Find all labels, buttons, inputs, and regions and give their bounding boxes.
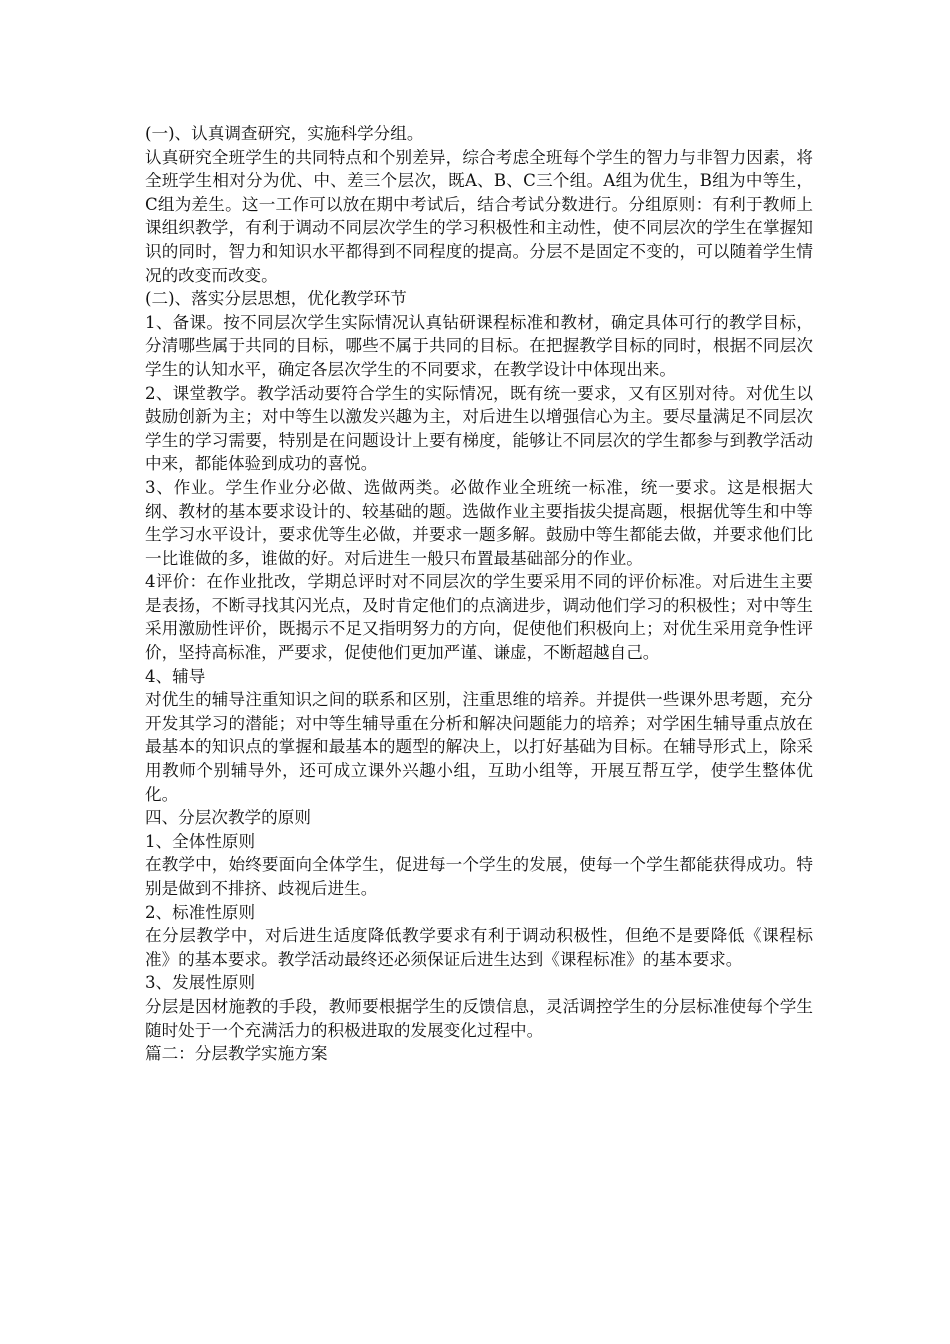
paragraph-grouping: 认真研究全班学生的共同特点和个别差异，综合考虑全班每个学生的智力与非智力因素，将全班学生相对分为优、中、差三个层次，既A、B、C三个组。A组为优生，B组为中等生，C组为差生。这一工作可以放在期中考试后，结合考试分数进行。分组原则：有利于教师上课组织教学，有利于调动不同层次学生的学习积极性和主动性，使不同层次的学生在掌握知识的同时，智力和知识水平都得到不同程度的提高。分层不是固定不变的，可以随着学生情况的改变而改变。 (145, 147, 813, 285)
paragraph-lesson-prep: 1、备课。按不同层次学生实际情况认真钻研课程标准和教材，确定具体可行的教学目标，分清哪些属于共同的目标，哪些不属于共同的目标。在把握教学目标的同时，根据不同层次学生的认知水平，确定各层次学生的不同要求，在教学设计中体现出来。 (145, 312, 813, 379)
paragraph-homework: 3、作业。学生作业分必做、选做两类。必做作业全班统一标准，统一要求。这是根据大纲、教材的基本要求设计的、较基础的题。选做作业主要指拔尖提高题，根据优等生和中等生学习水平设计，要求优等生必做，并要求一题多解。鼓励中等生都能去做，并要求他们比一比谁做的多，谁做的好。对后进生一般只布置最基础部分的作业。 (145, 477, 813, 568)
subheading-principle-2: 2、标准性原则 (145, 902, 256, 922)
subheading-principle-3: 3、发展性原则 (145, 973, 256, 993)
paragraph-evaluation: 4评价：在作业批改，学期总评时对不同层次的学生要采用不同的评价标准。对后进生主要是表扬，不断寻找其闪光点，及时肯定他们的点滴进步，调动他们学习的积极性；对中等生采用激励性评价，既揭示不足又指明努力的方向，促使他们积极向上；对优生采用竞争性评价，坚持高标准，严要求，促使他们更加严谨、谦虚，不断超越自己。 (145, 572, 813, 663)
article-two-heading: 篇二：分层教学实施方案 (145, 1044, 328, 1064)
paragraph-principle-3: 分层是因材施教的手段，教师要根据学生的反馈信息，灵活调控学生的分层标准使每个学生随时处于一个充满活力的积极进取的发展变化过程中。 (145, 996, 813, 1040)
paragraph-principle-1: 在教学中，始终要面向全体学生，促进每一个学生的发展，使每一个学生都能获得成功。特别是做到不排挤、歧视后进生。 (145, 855, 813, 898)
paragraph-principle-2: 在分层教学中，对后进生适度降低教学要求有利于调动积极性，但绝不是要降低《课程标准》的基本要求。教学活动最终还必须保证后进生达到《课程标准》的基本要求。 (145, 926, 813, 969)
subheading-principle-1: 1、全体性原则 (145, 831, 256, 851)
paragraph-classroom: 2、课堂教学。教学活动要符合学生的实际情况，既有统一要求，又有区别对待。对优生以鼓励创新为主；对中等生以激发兴趣为主，对后进生以增强信心为主。要尽量满足不同层次学生的学习需要，特别是在问题设计上要有梯度，能够让不同层次的学生都参与到教学活动中来，都能体验到成功的喜悦。 (145, 383, 813, 474)
paragraph-tutoring: 对优生的辅导注重知识之间的联系和区别，注重思维的培养。并提供一些课外思考题，充分开发其学习的潜能；对中等生辅导重在分析和解决问题能力的培养；对学困生辅导重点放在最基本的知识点的掌握和最基本的题型的解决上，以打好基础为目标。在辅导形式上，除采用教师个别辅导外，还可成立课外兴趣小组，互助小组等，开展互帮互学，使学生整体优化。 (145, 690, 813, 804)
document-body (145, 122, 813, 1066)
section-heading-1: (一)、认真调查研究，实施科学分组。 (145, 124, 424, 143)
subheading-tutoring: 4、辅导 (145, 666, 206, 686)
section-heading-principles: 四、分层次教学的原则 (145, 808, 311, 828)
section-heading-2: (二)、落实分层思想，优化教学环节 (145, 289, 407, 309)
